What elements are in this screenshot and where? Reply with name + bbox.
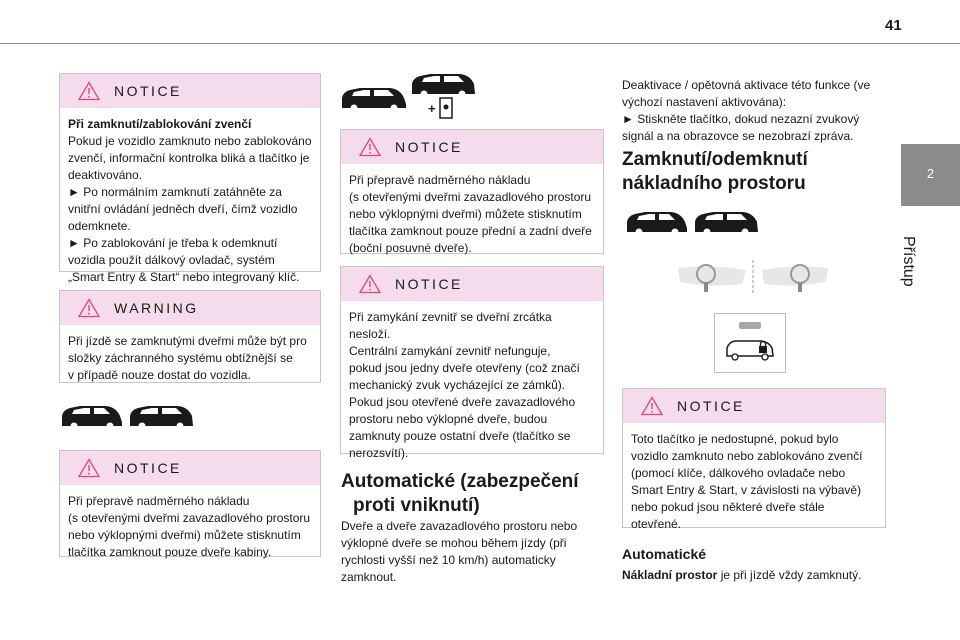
text-line: Při přepravě nadměrného nákladu	[68, 494, 250, 508]
text-line: Centrální zamykání zevnitř nefunguje,	[349, 344, 551, 358]
notice-box	[340, 129, 604, 254]
text-line: deaktivováno.	[68, 168, 143, 182]
text-line: zvenčí, informační kontrolka bliká a tlačítko je	[68, 151, 310, 165]
intro-text	[622, 77, 892, 145]
vehicles-lock-icon	[340, 70, 480, 120]
section-body	[341, 518, 611, 586]
notice-box	[622, 388, 886, 531]
text-line: Pokud je vozidlo zamknuto nebo zablokováno	[68, 134, 312, 148]
notice-box	[340, 266, 604, 460]
text-line: nesloží.	[349, 327, 391, 341]
closing-bold: Nákladní prostor	[622, 568, 718, 582]
notice-box	[59, 450, 321, 557]
notice-header	[341, 267, 603, 301]
heading-line: Zamknutí/odemknutí	[622, 149, 808, 170]
warning-header	[60, 291, 320, 325]
text-line: Toto tlačítko je nedostupné, pokud bylo	[631, 432, 839, 446]
text-line: Při zamykání zevnitř se dveřní zrcátka	[349, 310, 552, 324]
notice-title: NOTICE	[395, 276, 463, 292]
warning-triangle-icon	[641, 396, 663, 416]
heading-line: Automatické (zabezpečení	[341, 471, 579, 492]
chapter-label: Přístup	[900, 236, 917, 287]
notice-title: NOTICE	[114, 460, 182, 476]
text-line: složky záchranného systému obtížnější se	[68, 351, 293, 365]
text-line: tlačítka zamknout pouze dveře kabiny.	[68, 545, 272, 559]
dashboard-controls-icon	[672, 258, 834, 296]
notice-text	[341, 301, 603, 470]
notice-bold-heading: Při zamknutí/zablokování zvenčí	[68, 117, 252, 131]
text-line: vozidla použít dálkový ovladač, systém	[68, 253, 275, 267]
subsection-heading: Automatické	[622, 546, 707, 562]
heading-line: proti vniknutí)	[353, 495, 480, 516]
text-line: ► Po normálním zamknutí zatáhněte za	[68, 185, 282, 199]
section-heading	[341, 470, 611, 518]
text-line: tlačítka zamknout pouze přední a zadní dveře	[349, 224, 592, 238]
header-rule	[0, 43, 960, 44]
warning-triangle-icon	[78, 81, 100, 101]
notice-text	[623, 423, 885, 541]
warning-box	[59, 290, 321, 383]
text-line: prostoru nebo výklopné dveře, budou	[349, 412, 548, 426]
warning-triangle-icon	[78, 298, 100, 318]
text-line: odemknete.	[68, 219, 131, 233]
text-line: (boční posuvné dveře).	[349, 241, 472, 255]
text-line: Smart Entry & Start, v závislosti na výbavě)	[631, 483, 862, 497]
vehicles-pair-icon	[625, 210, 759, 236]
closing-rest: je při jízdě vždy zamknutý.	[717, 568, 862, 582]
notice-header	[60, 451, 320, 485]
notice-title: NOTICE	[114, 83, 182, 99]
text-line: (s otevřenými dveřmi zavazadlového prostoru	[68, 511, 311, 525]
heading-line: nákladního prostoru	[622, 173, 806, 194]
notice-header	[341, 130, 603, 164]
notice-header	[60, 74, 320, 108]
text-line: Deaktivace / opětovná aktivace této funkce (ve	[622, 78, 871, 92]
closing-text	[622, 567, 897, 584]
warning-triangle-icon	[359, 137, 381, 157]
text-line: nebo výklopnými dveřmi) můžete stisknutím	[349, 207, 582, 221]
text-line: (pomocí klíče, dálkového ovladače nebo	[631, 466, 846, 480]
text-line: nebo pokud jsou některé dveře stále	[631, 500, 825, 514]
text-line: Při jízdě se zamknutými dveřmi může být pro	[68, 334, 307, 348]
text-line: ► Stiskněte tlačítko, dokud nezazní zvukový	[622, 112, 860, 126]
text-line: pokud jsou jedny dveře otevřeny (což značí	[349, 361, 580, 375]
text-line: signál a na obrazovce se nezobrazí zpráva.	[622, 129, 854, 143]
section-heading	[622, 148, 892, 196]
warning-text	[60, 325, 320, 392]
chapter-number: 2	[926, 166, 935, 181]
lock-button-panel[interactable]	[714, 313, 786, 373]
text-line: „Smart Entry & Start“ nebo integrovaný klíč.	[68, 270, 300, 284]
notice-text	[60, 485, 320, 569]
text-line: rychlosti vyšší než 10 km/h) automaticky	[341, 553, 556, 567]
text-line: zamknout.	[341, 570, 397, 584]
text-line: (s otevřenými dveřmi zavazadlového prostoru	[349, 190, 592, 204]
text-line: zamknuty pouze ostatní dveře (tlačítko se	[349, 429, 571, 443]
cargo-lock-icon	[715, 314, 785, 372]
notice-text	[60, 108, 320, 294]
notice-title: NOTICE	[395, 139, 463, 155]
warning-title: WARNING	[114, 300, 199, 316]
warning-triangle-icon	[359, 274, 381, 294]
text-line: Pokud jsou otevřené dveře zavazadlového	[349, 395, 576, 409]
notice-text	[341, 164, 603, 265]
text-line: nerozsvítí).	[349, 446, 409, 460]
text-line: Dveře a dveře zavazadlového prostoru nebo	[341, 519, 578, 533]
text-line: vozidlo zamknuto nebo zablokováno zvenčí	[631, 449, 863, 463]
text-line: nebo výklopnými dveřmi) můžete stisknutím	[68, 528, 301, 542]
notice-title: NOTICE	[677, 398, 745, 414]
text-line: výchozí nastavení aktivována):	[622, 95, 787, 109]
warning-triangle-icon	[78, 458, 100, 478]
text-line: mechanický zvuk vycházející ze zámků).	[349, 378, 566, 392]
notice-header	[623, 389, 885, 423]
text-line: ► Po zablokování je třeba k odemknutí	[68, 236, 278, 250]
text-line: v případě nouze dostat do vozidla.	[68, 368, 251, 382]
text-line: výklopné dveře se mohou během jízdy (při	[341, 536, 567, 550]
text-line: Při přepravě nadměrného nákladu	[349, 173, 531, 187]
vehicles-pair-icon	[60, 404, 194, 430]
svg-text:+: +	[428, 101, 436, 116]
page-number: 41	[885, 17, 902, 34]
text-line: vnitřní ovládání jedněch dveří, čímž vozidlo	[68, 202, 298, 216]
notice-box	[59, 73, 321, 284]
text-line: otevřené.	[631, 517, 682, 531]
